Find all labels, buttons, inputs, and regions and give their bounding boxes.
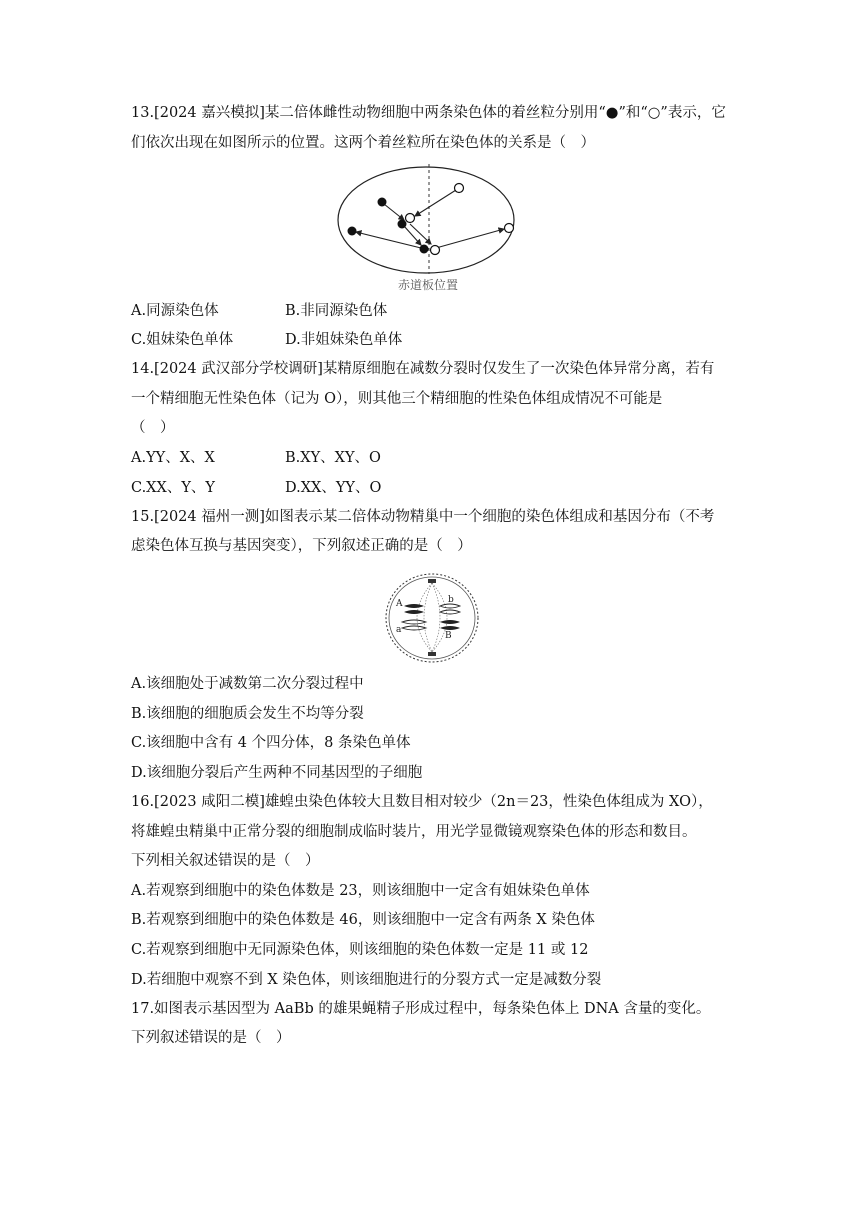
q14-stem-line1: 14.[2024 武汉部分学校调研]某精原细胞在减数分裂时仅发生了一次染色体异常分离，若有: [131, 361, 715, 377]
q15-option-b[interactable]: B.该细胞的细胞质会发生不均等分裂: [131, 706, 364, 722]
q16-option-d[interactable]: D.若细胞中观察不到 X 染色体，则该细胞进行的分裂方式一定是减数分裂: [131, 972, 602, 988]
q14-option-c[interactable]: C.XX、Y、Y: [131, 480, 215, 496]
q14-option-a[interactable]: A.YY、X、X: [131, 450, 215, 466]
q16-option-b[interactable]: B.若观察到细胞中的染色体数是 46，则该细胞中一定含有两条 X 染色体: [131, 912, 595, 928]
q16-stem-line3: 下列相关叙述错误的是（ ）: [131, 853, 320, 869]
q14-stem-line3: （ ）: [131, 420, 175, 436]
q15-cell-figure: [384, 572, 480, 664]
q14-option-b[interactable]: B.XY、XY、O: [285, 450, 381, 466]
q15-label-right-bottom: B: [445, 631, 452, 641]
q16-option-a[interactable]: A.若观察到细胞中的染色体数是 23，则该细胞中一定含有姐妹染色单体: [131, 883, 590, 899]
q13-stem-line2: 们依次出现在如图所示的位置。这两个着丝粒所在染色体的关系是（ ）: [131, 135, 595, 151]
q16-stem-line1: 16.[2023 咸阳二模]雄蝗虫染色体较大且数目相对较少（2n＝23，性染色体组成为 XO），: [131, 794, 713, 810]
q17-stem-line1: 17.如图表示基因型为 AaBb 的雄果蝇精子形成过程中，每条染色体上 DNA 含量的变化。: [131, 1001, 711, 1017]
q13-figure: [336, 162, 516, 296]
q16-option-c[interactable]: C.若观察到细胞中无同源染色体，则该细胞的染色体数一定是 11 或 12: [131, 942, 589, 958]
q14-option-d[interactable]: D.XX、YY、O: [285, 480, 382, 496]
q15-option-d[interactable]: D.该细胞分裂后产生两种不同基因型的子细胞: [131, 765, 423, 781]
q15-option-c[interactable]: C.该细胞中含有 4 个四分体，8 条染色单体: [131, 735, 411, 751]
q13-stem-line1: 13.[2024 嘉兴模拟]某二倍体雌性动物细胞中两条染色体的着丝粒分别用“●”和“○”表示，它: [131, 105, 726, 121]
q15-label-right-top: b: [448, 595, 454, 605]
q13-option-d[interactable]: D.非姐妹染色单体: [285, 332, 403, 348]
q16-stem-line2: 将雄蝗虫精巢中正常分裂的细胞制成临时装片，用光学显微镜观察染色体的形态和数目。: [131, 824, 697, 840]
q13-figure-caption: 赤道板位置: [398, 278, 459, 292]
q17-stem-line2: 下列叙述错误的是（ ）: [131, 1030, 291, 1046]
q15-option-a[interactable]: A.该细胞处于减数第二次分裂过程中: [131, 676, 364, 692]
q14-stem-line2: 一个精细胞无性染色体（记为 O），则其他三个精细胞的性染色体组成情况不可能是: [131, 391, 663, 407]
q15-stem-line1: 15.[2024 福州一测]如图表示某二倍体动物精巢中一个细胞的染色体组成和基因分布（不考: [131, 509, 715, 525]
q15-stem-line2: 虑染色体互换与基因突变），下列叙述正确的是（ ）: [131, 538, 472, 554]
q15-label-left-top: A: [396, 599, 403, 609]
q13-option-a[interactable]: A.同源染色体: [131, 303, 219, 319]
q13-option-c[interactable]: C.姐妹染色单体: [131, 332, 234, 348]
q13-option-b[interactable]: B.非同源染色体: [285, 303, 388, 319]
q15-label-left-bottom: a: [396, 625, 402, 635]
